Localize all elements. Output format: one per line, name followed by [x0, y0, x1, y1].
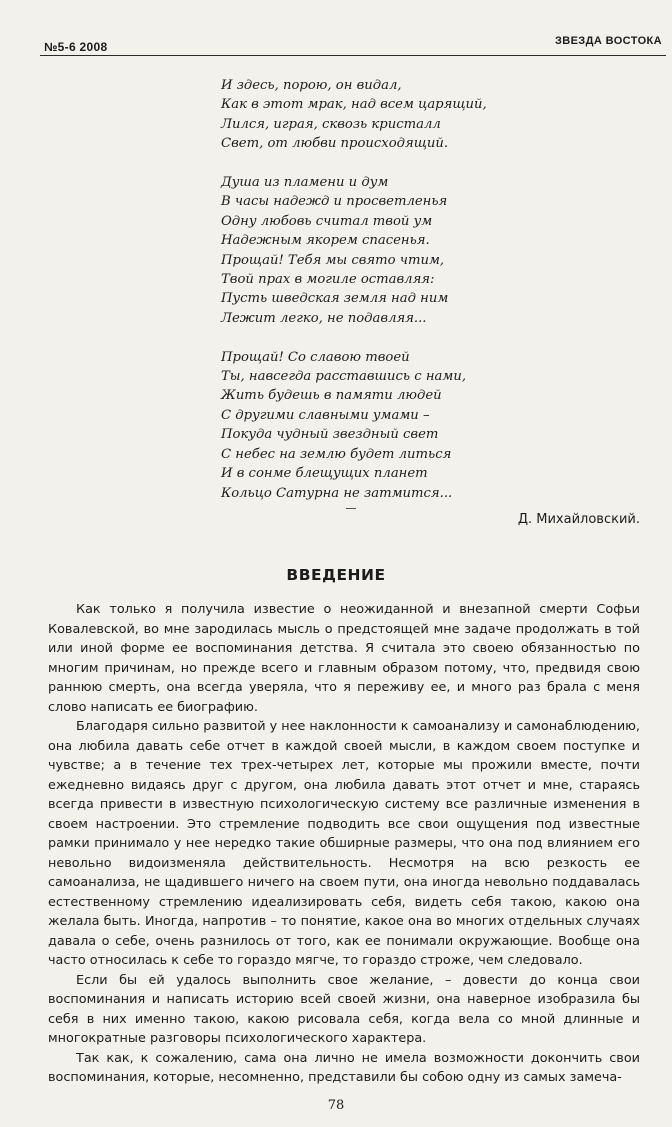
poem-line: Жить будешь в памяти людей: [221, 388, 442, 404]
poem-line: Твой прах в могиле оставляя:: [221, 272, 435, 288]
poem-line: Лежит легко, не подавляя...: [221, 310, 427, 326]
poem-line: Прощай! Со славою твоей: [221, 349, 410, 365]
section-title: ВВЕДЕНИЕ: [286, 566, 386, 584]
poem-line: В часы надежд и просветленья: [221, 194, 448, 210]
poem-line: Прощай! Тебя мы свято чтим,: [221, 252, 445, 268]
poem-line: Одну любовь считал твой ум: [221, 213, 433, 229]
poem-line: Покуда чудный звездный свет: [221, 427, 439, 443]
poem: [221, 76, 551, 522]
issue-number: №5-6 2008: [44, 40, 108, 54]
poem-stanza: [221, 173, 551, 328]
header-rule: [40, 55, 666, 56]
poem-line: Свет, от любви происходящий.: [221, 136, 449, 152]
poem-line: Душа из пламени и дум: [221, 175, 389, 191]
paragraph: Так как, к сожалению, сама она лично не имела возможности докончить свои воспоминания, которые, несомненно, представили бы собою одну из самых замеча-: [48, 1050, 640, 1085]
poem-line: Надежным якорем спасенья.: [221, 233, 430, 249]
paragraph: Как только я получила известие о неожиданной и внезапной смерти Софьи Ковалевской, во мне зародилась мысль о предстоящей мне задаче продолжать в той или иной форме ее воспоминания детства. Я считала это своею обязанностью по многим причинам, но прежде всего и главным образом потому, что, предвидя свою раннюю смерть, она всегда уверяла, что я переживу ее, и много раз брала с меня слово написать ее биографию.: [48, 602, 640, 715]
poem-line: И в сонме блещущих планет: [221, 466, 428, 482]
poem-line: Лился, играя, сквозь кристалл: [221, 116, 441, 132]
separator-dash: [346, 508, 356, 509]
poem-line: С другими славными умами –: [221, 407, 430, 423]
page-number: 78: [327, 1098, 345, 1113]
poem-line: Как в этот мрак, над всем царящий,: [221, 97, 487, 113]
journal-title: ЗВЕЗДА ВОСТОКА: [554, 35, 662, 47]
poem-line: Кольцо Сатурна не затмится...: [221, 485, 453, 501]
poem-stanza: [221, 76, 551, 154]
paragraph: Если бы ей удалось выполнить свое желание, – довести до конца свои воспоминания и написать историю всей своей жизни, она наверное изобразила бы себя в них именно такою, какою рисовала себя, когда вела со мной длинные и многократные разговоры психологического характера.: [48, 972, 640, 1046]
poem-line: Ты, навсегда расставшись с нами,: [221, 369, 467, 385]
poem-author: Д. Михайловский.: [517, 512, 640, 527]
body-text: [48, 600, 640, 1088]
poem-line: Пусть шведская земля над ним: [221, 291, 449, 307]
poem-line: И здесь, порою, он видал,: [221, 78, 402, 93]
poem-line: С небес на землю будет литься: [221, 446, 452, 462]
paragraph: Благодаря сильно развитой у нее наклонности к самоанализу и самонаблюдению, она любила давать себе отчет в каждой своей мысли, в каждом своем поступке и чувстве; а в течение тех трех-четырех лет, которые мы прожили вместе, почти ежедневно видаясь друг с другом, она любила давать этот отчет и мне, стараясь всегда привести в известную психологическую систему все различные изменения в своем настроении. Это стремление подводить все свои ощущения под известные рамки принимало у нее нередко такие обширные размеры, что она под влиянием его невольно видоизменяла действительность. Несмотря на всю резкость ее самоанализа, не щадившего ничего на своем пути, она иногда невольно поддавалась естественному стремлению идеализировать себя, видеть себя такою, какою она желала быть. Иногда, напротив – то понятие, какое она во многих отдельных случаях давала о себе, очень разнилось от того, как ее понимали окружающие. Вообще она часто относилась к себе то гораздо мягче, то гораздо строже, чем следовало.: [48, 719, 640, 968]
poem-stanza: [221, 348, 551, 503]
